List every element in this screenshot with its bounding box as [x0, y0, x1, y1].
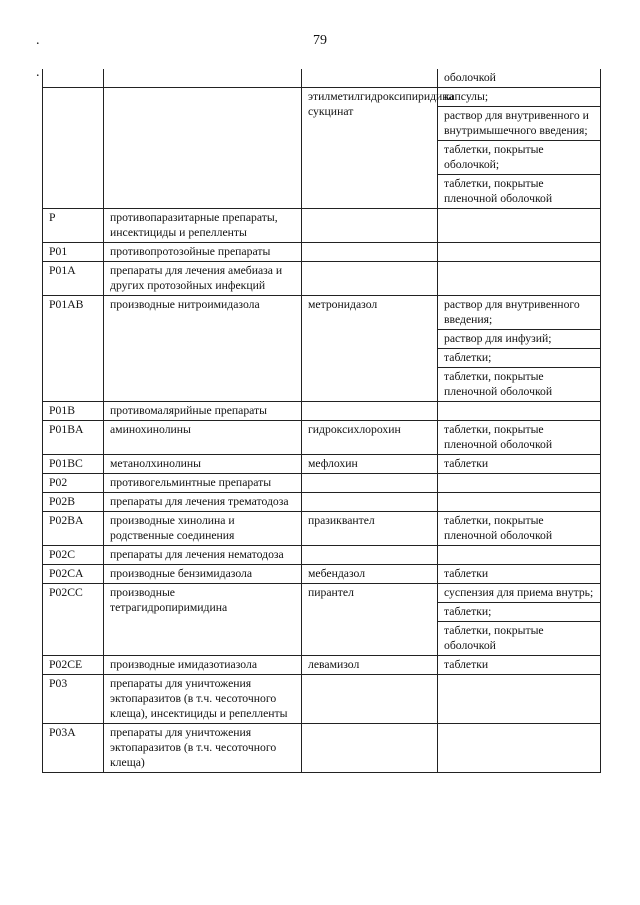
- atc-code-cell: P02CC: [43, 584, 104, 656]
- dosage-form-cell: [438, 402, 601, 421]
- atc-code-cell: P02: [43, 474, 104, 493]
- substance-cell: [302, 402, 438, 421]
- substance-cell: левамизол: [302, 656, 438, 675]
- atc-code-cell: [43, 88, 104, 209]
- dosage-form-cell: [438, 243, 601, 262]
- table-row: [43, 243, 601, 262]
- dosage-form-cell: [438, 546, 601, 565]
- group-name-cell: производные хинолина и родственные соединения: [104, 512, 302, 546]
- dosage-form-cell: таблетки, покрытые оболочкой;: [438, 141, 601, 175]
- dosage-form-cell: таблетки, покрытые пленочной оболочкой: [438, 175, 601, 209]
- dosage-form-cell: оболочкой: [438, 69, 601, 88]
- group-name-cell: [104, 88, 302, 209]
- table-row: [43, 675, 601, 724]
- atc-code-cell: P01BC: [43, 455, 104, 474]
- table-row: [43, 402, 601, 421]
- dosage-form-cell: таблетки, покрытые пленочной оболочкой: [438, 421, 601, 455]
- table-row: [43, 69, 601, 88]
- atc-code-cell: P01A: [43, 262, 104, 296]
- table-row: [43, 493, 601, 512]
- dosage-form-cell: [438, 724, 601, 773]
- atc-code-cell: P03A: [43, 724, 104, 773]
- dosage-form-cell: таблетки: [438, 455, 601, 474]
- atc-code-cell: P01BA: [43, 421, 104, 455]
- table-row: [43, 584, 601, 603]
- dosage-form-cell: раствор для инфузий;: [438, 330, 601, 349]
- margin-mark: .: [36, 33, 40, 48]
- dosage-form-cell: таблетки;: [438, 603, 601, 622]
- dosage-form-cell: [438, 493, 601, 512]
- atc-code-cell: P02C: [43, 546, 104, 565]
- dosage-form-cell: раствор для внутривенного и внутримышечного введения;: [438, 107, 601, 141]
- table-row: [43, 88, 601, 107]
- substance-cell: [302, 724, 438, 773]
- substance-cell: этилметилгидроксипиридина сукцинат: [302, 88, 438, 209]
- substance-cell: [302, 546, 438, 565]
- substance-cell: [302, 493, 438, 512]
- group-name-cell: аминохинолины: [104, 421, 302, 455]
- substance-cell: гидроксихлорохин: [302, 421, 438, 455]
- dosage-form-cell: [438, 474, 601, 493]
- group-name-cell: противопротозойные препараты: [104, 243, 302, 262]
- substance-cell: [302, 675, 438, 724]
- dosage-form-cell: таблетки: [438, 656, 601, 675]
- table-row: [43, 455, 601, 474]
- dosage-form-cell: суспензия для приема внутрь;: [438, 584, 601, 603]
- substance-cell: [302, 262, 438, 296]
- group-name-cell: производные тетрагидропиримидина: [104, 584, 302, 656]
- group-name-cell: препараты для лечения амебиаза и других протозойных инфекций: [104, 262, 302, 296]
- margin-mark: .: [36, 65, 40, 80]
- substance-cell: [302, 209, 438, 243]
- atc-code-cell: P01: [43, 243, 104, 262]
- dosage-form-cell: таблетки;: [438, 349, 601, 368]
- table-row: [43, 262, 601, 296]
- table-row: [43, 565, 601, 584]
- substance-cell: мебендазол: [302, 565, 438, 584]
- table-row: [43, 209, 601, 243]
- group-name-cell: противогельминтные препараты: [104, 474, 302, 493]
- table-row: [43, 421, 601, 455]
- group-name-cell: производные бензимидазола: [104, 565, 302, 584]
- dosage-form-cell: таблетки, покрытые пленочной оболочкой: [438, 512, 601, 546]
- substance-cell: метронидазол: [302, 296, 438, 402]
- dosage-form-cell: таблетки, покрытые пленочной оболочкой: [438, 368, 601, 402]
- table-row: [43, 724, 601, 773]
- atc-code-cell: P01AB: [43, 296, 104, 402]
- group-name-cell: противопаразитарные препараты, инсектициды и репелленты: [104, 209, 302, 243]
- substance-cell: [302, 243, 438, 262]
- group-name-cell: противомалярийные препараты: [104, 402, 302, 421]
- dosage-form-cell: таблетки, покрытые оболочкой: [438, 622, 601, 656]
- group-name-cell: препараты для уничтожения эктопаразитов (в т.ч. чесоточного клеща), инсектициды и репелленты: [104, 675, 302, 724]
- group-name-cell: производные имидазотиазола: [104, 656, 302, 675]
- atc-code-cell: P02B: [43, 493, 104, 512]
- substance-cell: пирантел: [302, 584, 438, 656]
- group-name-cell: препараты для уничтожения эктопаразитов (в т.ч. чесоточного клеща): [104, 724, 302, 773]
- dosage-form-cell: [438, 209, 601, 243]
- dosage-form-cell: раствор для внутривенного введения;: [438, 296, 601, 330]
- atc-code-cell: P02BA: [43, 512, 104, 546]
- dosage-form-cell: таблетки: [438, 565, 601, 584]
- dosage-form-cell: капсулы;: [438, 88, 601, 107]
- substance-cell: мефлохин: [302, 455, 438, 474]
- page-number: 79: [313, 33, 327, 48]
- atc-code-cell: P: [43, 209, 104, 243]
- group-name-cell: препараты для лечения нематодоза: [104, 546, 302, 565]
- group-name-cell: метанолхинолины: [104, 455, 302, 474]
- atc-code-cell: P01B: [43, 402, 104, 421]
- atc-code-cell: P02CE: [43, 656, 104, 675]
- table-row: [43, 474, 601, 493]
- table-row: [43, 512, 601, 546]
- drug-classification-table: [42, 69, 601, 773]
- table-row: [43, 296, 601, 330]
- substance-cell: празиквантел: [302, 512, 438, 546]
- substance-cell: [302, 69, 438, 88]
- dosage-form-cell: [438, 262, 601, 296]
- group-name-cell: производные нитроимидазола: [104, 296, 302, 402]
- group-name-cell: препараты для лечения трематодоза: [104, 493, 302, 512]
- atc-code-cell: P02CA: [43, 565, 104, 584]
- dosage-form-cell: [438, 675, 601, 724]
- table-row: [43, 546, 601, 565]
- atc-code-cell: P03: [43, 675, 104, 724]
- group-name-cell: [104, 69, 302, 88]
- table-row: [43, 656, 601, 675]
- substance-cell: [302, 474, 438, 493]
- atc-code-cell: [43, 69, 104, 88]
